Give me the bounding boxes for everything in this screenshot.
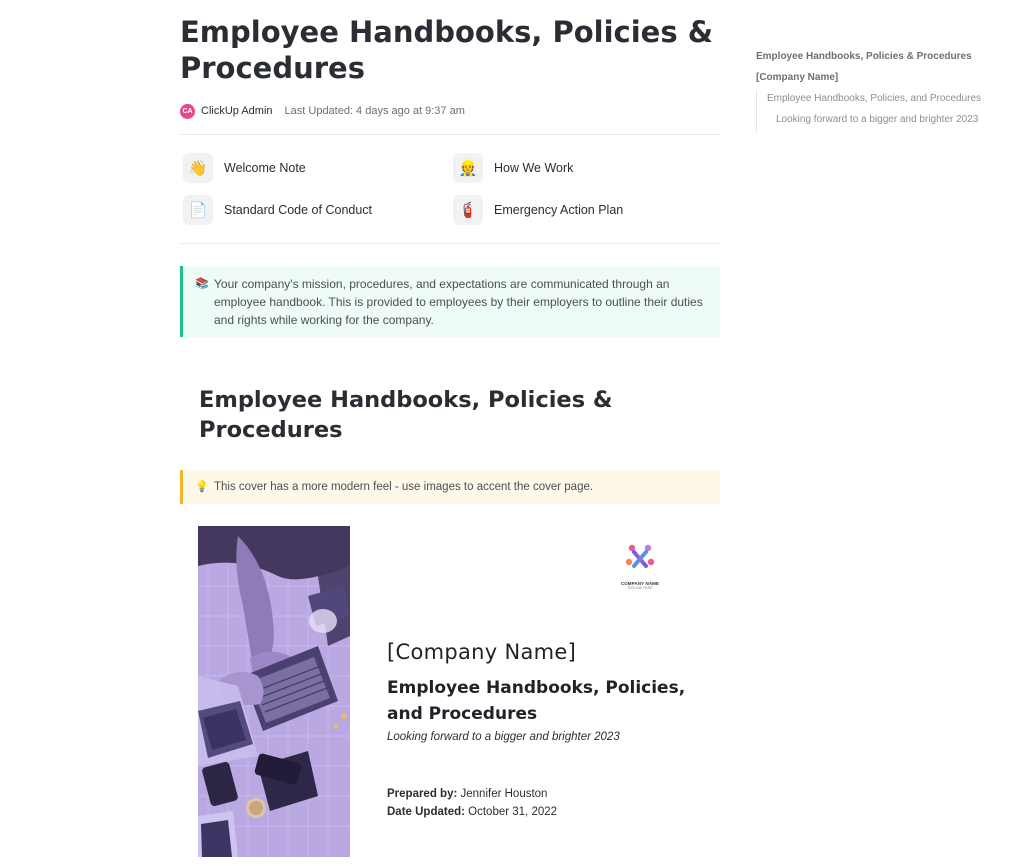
prepared-by-value: Jennifer Houston: [460, 788, 548, 800]
link-welcome-note[interactable]: [180, 153, 450, 183]
logo-company-name: COMPANY NAME: [620, 581, 660, 586]
cover-photo-image: [198, 526, 350, 857]
tip-text: This cover has a more modern feel - use images to accent the cover page.: [214, 481, 594, 493]
document-body: [180, 0, 720, 866]
last-updated-value: 4 days ago at 9:37 am: [356, 105, 465, 117]
toc-item[interactable]: [Company Name]: [756, 72, 839, 83]
cover-meta: [387, 785, 717, 821]
avatar[interactable]: CA: [180, 104, 195, 119]
cover-photo: [198, 526, 350, 857]
cover-page: [180, 526, 720, 866]
tip-callout[interactable]: [180, 470, 720, 504]
link-label: How We Work: [494, 161, 574, 175]
document-icon: 📄: [183, 195, 213, 225]
cover-text: [387, 638, 717, 821]
last-updated-label: Last Updated:: [284, 105, 354, 117]
cover-company-name: [Company Name]: [387, 640, 577, 664]
date-updated-value: October 31, 2022: [468, 806, 558, 818]
toc-item[interactable]: Employee Handbooks, Policies, and Procedures: [767, 93, 982, 104]
subpage-links: [180, 135, 720, 237]
divider: [180, 243, 720, 244]
section-heading: Employee Handbooks, Policies & Procedures: [199, 387, 613, 443]
link-how-we-work[interactable]: [450, 153, 720, 183]
worker-icon: 👷: [453, 153, 483, 183]
lightbulb-icon: 💡: [195, 481, 209, 493]
prepared-by-label: Prepared by:: [387, 788, 458, 800]
toc-item[interactable]: Employee Handbooks, Policies & Procedures: [756, 51, 972, 62]
link-standard-code-of-conduct[interactable]: [180, 195, 450, 225]
cover-title: Employee Handbooks, Policies, and Procedures: [387, 678, 686, 724]
fire-extinguisher-icon: 🧯: [453, 195, 483, 225]
table-of-contents: [756, 48, 982, 132]
author-name[interactable]: ClickUp Admin: [201, 105, 273, 117]
company-logo-icon: [620, 542, 660, 576]
book-icon: 📚: [195, 278, 209, 290]
link-label: Standard Code of Conduct: [224, 203, 373, 217]
toc-nested-group: [756, 90, 982, 132]
date-updated-label: Date Updated:: [387, 806, 465, 818]
intro-callout[interactable]: [180, 266, 720, 337]
page-title: Employee Handbooks, Policies & Procedures: [180, 15, 714, 85]
date-updated-row: [387, 803, 717, 821]
cover-tagline: Looking forward to a bigger and brighter 2023: [387, 731, 620, 743]
waving-hand-icon: 👋: [183, 153, 213, 183]
toc-item[interactable]: Looking forward to a bigger and brighter 2023: [776, 114, 979, 125]
link-label: Welcome Note: [224, 161, 306, 175]
link-label: Emergency Action Plan: [494, 203, 624, 217]
link-emergency-action-plan[interactable]: [450, 195, 720, 225]
callout-text: Your company's mission, procedures, and expectations are communicated through an employee handbook. This is provided to employees by their employers to outline their duties and rights while working for the company.: [214, 277, 703, 327]
logo-tagline: TAGLINE HERE: [627, 586, 653, 590]
document-meta: [180, 102, 720, 120]
prepared-by-row: [387, 785, 717, 803]
company-logo: [620, 542, 660, 590]
